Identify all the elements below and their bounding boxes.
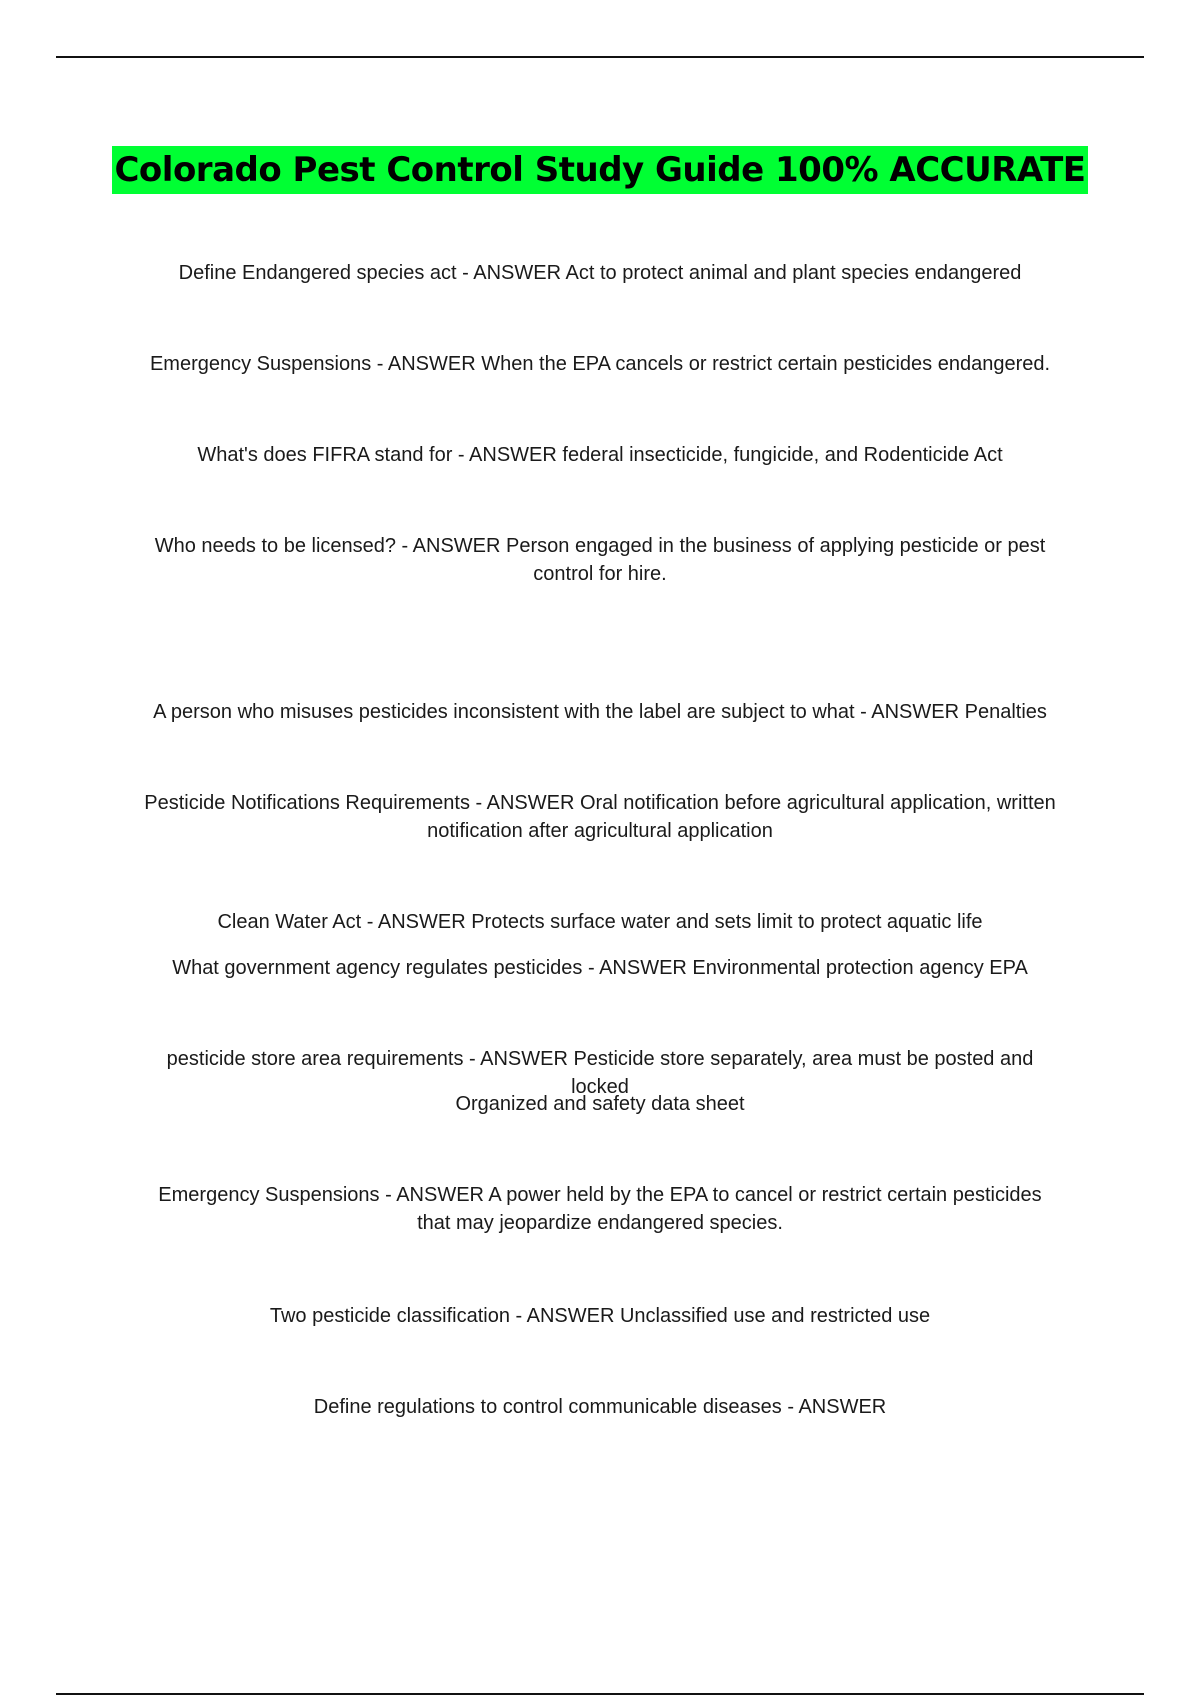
qa-entry-clean-water-act: Clean Water Act - ANSWER Protects surface water and sets limit to protect aquatic life	[217, 911, 983, 933]
qa-entry-storage-requirements: pesticide store area requirements - ANSWER Pesticide store separately, area must be posted and locked	[166, 1048, 1034, 1098]
qa-entry-licensing: Who needs to be licensed? - ANSWER Person engaged in the business of applying pesticide or pest control for hire.	[154, 535, 1046, 585]
qa-entry-storage-continuation: Organized and safety data sheet	[455, 1093, 745, 1115]
title-container	[0, 146, 1200, 194]
qa-entry-pesticide-classification: Two pesticide classification - ANSWER Unclassified use and restricted use	[269, 1305, 931, 1327]
qa-entry-communicable-diseases: Define regulations to control communicable diseases - ANSWER	[313, 1396, 887, 1418]
qa-entry-misuse-penalties: A person who misuses pesticides inconsistent with the label are subject to what - ANSWER Penalties	[153, 701, 1047, 723]
qa-entry-notification-requirements: Pesticide Notifications Requirements - ANSWER Oral notification before agricultural application, written notification after agricultural application	[144, 792, 1056, 842]
top-rule	[56, 56, 1144, 58]
bottom-rule	[56, 1693, 1144, 1695]
qa-entry-fifra: What's does FIFRA stand for - ANSWER federal insecticide, fungicide, and Rodenticide Act	[197, 444, 1003, 466]
qa-entry-regulating-agency: What government agency regulates pesticides - ANSWER Environmental protection agency EPA	[172, 957, 1028, 979]
qa-entry-endangered-species-act: Define Endangered species act - ANSWER Act to protect animal and plant species endangered	[178, 262, 1022, 284]
qa-entry-emergency-suspensions: Emergency Suspensions - ANSWER When the EPA cancels or restrict certain pesticides endangered.	[149, 353, 1051, 375]
document-title: Colorado Pest Control Study Guide 100% ACCURATE	[112, 146, 1087, 194]
qa-entry-emergency-suspensions-2: Emergency Suspensions - ANSWER A power held by the EPA to cancel or restrict certain pesticides that may jeopardize endangered species.	[158, 1184, 1042, 1234]
